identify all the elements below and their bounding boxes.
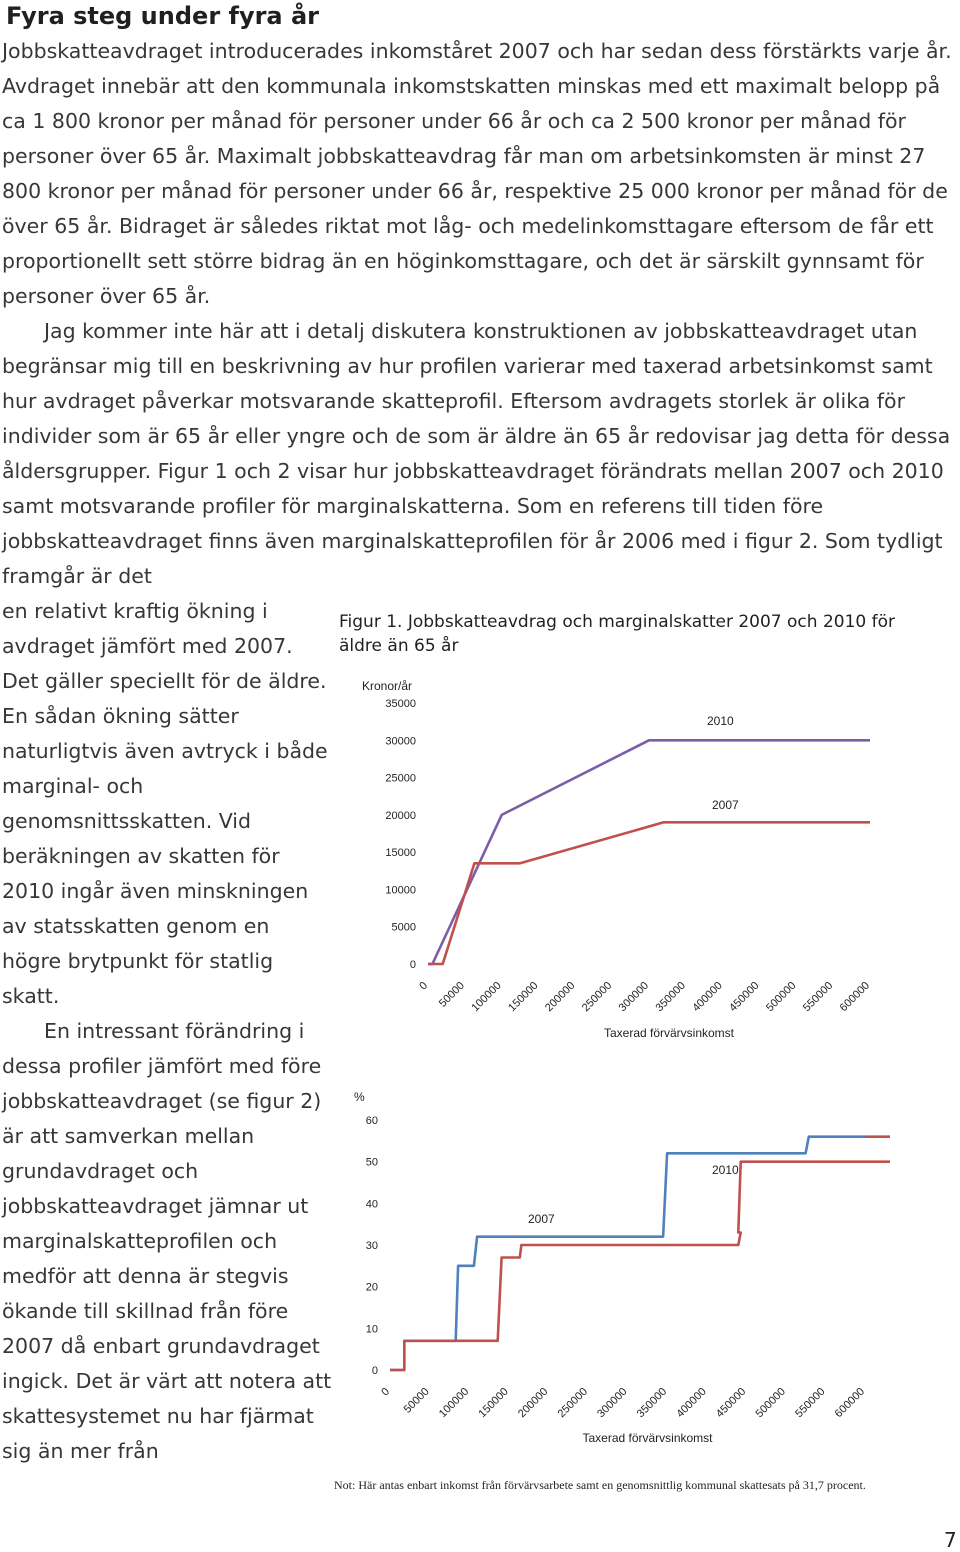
series-label-2010: 2010 <box>712 1163 739 1177</box>
paragraph-3: en relativt kraftig ökning i avdraget jämfört med 2007. Det gäller speciellt för de äldre. En sådan ökning sätter naturligtvis även avtryck i både marginal- och genomsnittsskatten. Vid beräkningen av skatten för 2010 ingår även minskningen av statsskatten genom en högre brytpunkt för statlig skatt. <box>2 599 328 1008</box>
series-line-2007 <box>428 822 870 964</box>
series-label-2007: 2007 <box>712 798 739 812</box>
x-tick-label: 300000 <box>616 979 652 1015</box>
series-line-2010 <box>428 740 870 964</box>
x-tick-label: 500000 <box>764 979 799 1015</box>
x-tick-label: 50000 <box>401 1385 432 1416</box>
section-heading: Fyra steg under fyra år <box>6 2 320 30</box>
chart-marginalskatt <box>330 1080 890 1465</box>
y-tick-label: 15000 <box>385 847 416 860</box>
series-label-2010: 2010 <box>707 714 734 728</box>
x-tick-label: 0 <box>417 979 431 993</box>
paragraph-2: Jag kommer inte här att i detalj diskutera konstruktionen av jobbskatteavdraget utan begränsar mig till en beskrivning av hur profilen varierar med taxerad arbetsinkomst samt hur avdraget påverkar motsvarande skatteprofil. Eftersom avdragets storlek är olika för individer som är 65 år eller yngre och de som är äldre än 65 år redovisar jag detta för dessa åldersgrupper. Figur 1 och 2 visar hur jobbskatteavdraget förändrats mellan 2007 och 2010 samt motsvarande profiler för marginalskatterna. Som en referens till tiden före jobbskatteavdraget finns även marginalskatteprofilen för år 2006 med i figur 2. Som tydligt framgår är det <box>2 319 951 588</box>
series-line-2007 <box>390 1137 890 1370</box>
y-tick-label: 0 <box>409 959 416 971</box>
x-tick-label: 300000 <box>595 1385 630 1421</box>
paragraph-4: En intressant förändring i dessa profiler jämfört med före jobbskatteavdraget (se figur 2) är att samverkan mellan grundavdraget och jobbskatteavdraget jämnar ut marginalskatteprofilen och medför att denna är stegvis ökande till skillnad från före 2007 då enbart grundavdraget ingick. Det är värt att notera att skattesystemet nu har fjärmat sig än mer från <box>2 1019 332 1463</box>
y-axis-label: Kronor/år <box>362 679 413 693</box>
y-tick-label: 30000 <box>385 735 416 748</box>
x-tick-label: 550000 <box>793 1385 828 1421</box>
x-tick-label: 200000 <box>543 979 578 1015</box>
y-tick-label: 0 <box>371 1365 378 1377</box>
x-tick-label: 200000 <box>516 1385 551 1421</box>
series-line-2010 <box>390 1137 865 1370</box>
x-tick-label: 250000 <box>579 979 615 1015</box>
x-tick-label: 450000 <box>727 979 762 1015</box>
x-tick-label: 0 <box>379 1385 393 1399</box>
y-tick-label: 10000 <box>385 884 416 897</box>
x-tick-label: 600000 <box>832 1385 868 1421</box>
x-tick-label: 350000 <box>653 979 688 1015</box>
y-tick-label: 20 <box>365 1281 378 1294</box>
paragraph-1: Jobbskatteavdraget introducerades inkomståret 2007 och har sedan dess förstärkts varje år. Avdraget innebär att den kommunala inkomstskatten minskas med ett maximalt belopp på ca 1 800 kronor per månad för personer under 66 år och ca 2 500 kronor per månad för personer över 65 år. Maximalt jobbskatteavdrag får man om arbetsinkomsten är minst 27 800 kronor per månad för personer under 66 år, respektive 25 000 kronor per månad för de över 65 år. Bidraget är således riktat mot låg- och medelinkomsttagare eftersom de får ett proportionellt sett större bidrag än en höginkomsttagare, och det är särskilt gynnsamt för personer över 65 år. <box>2 39 952 308</box>
x-tick-label: 350000 <box>634 1385 670 1421</box>
x-tick-label: 150000 <box>476 1385 511 1421</box>
x-tick-label: 450000 <box>713 1385 749 1421</box>
x-tick-label: 100000 <box>469 979 504 1015</box>
y-tick-label: 60 <box>365 1115 378 1127</box>
full-width-text <box>2 34 954 594</box>
x-tick-label: 400000 <box>674 1385 709 1421</box>
narrow-column-text <box>2 594 332 1469</box>
y-tick-label: 50 <box>365 1156 378 1169</box>
chart-jobbskatteavdrag <box>330 670 890 1050</box>
y-tick-label: 10 <box>365 1323 378 1336</box>
x-tick-label: 50000 <box>436 979 467 1010</box>
x-axis-label: Taxerad förvärvsinkomst <box>603 1026 735 1040</box>
figure-note: Not: Här antas enbart inkomst från förvärvsarbete samt en genomsnittlig kommunal skattesats på 31,7 procent. <box>334 1478 866 1492</box>
page-number: 7 <box>944 1528 957 1552</box>
figure-caption: Figur 1. Jobbskatteavdrag och marginalskatter 2007 och 2010 för äldre än 65 år <box>339 612 895 656</box>
x-tick-label: 100000 <box>436 1385 472 1421</box>
y-axis-label: % <box>354 1090 365 1104</box>
y-tick-label: 5000 <box>391 921 416 934</box>
y-tick-label: 25000 <box>385 772 416 785</box>
y-tick-label: 35000 <box>385 698 416 710</box>
x-tick-label: 500000 <box>753 1385 788 1421</box>
y-tick-label: 20000 <box>385 809 416 822</box>
y-tick-label: 40 <box>365 1198 378 1211</box>
y-tick-label: 30 <box>365 1240 378 1252</box>
x-tick-label: 150000 <box>506 979 541 1015</box>
x-tick-label: 550000 <box>800 979 836 1015</box>
x-tick-label: 600000 <box>837 979 873 1015</box>
x-tick-label: 250000 <box>555 1385 591 1421</box>
x-axis-label: Taxerad förvärvsinkomst <box>582 1431 713 1445</box>
x-tick-label: 400000 <box>690 979 725 1015</box>
series-label-2007: 2007 <box>528 1212 555 1226</box>
